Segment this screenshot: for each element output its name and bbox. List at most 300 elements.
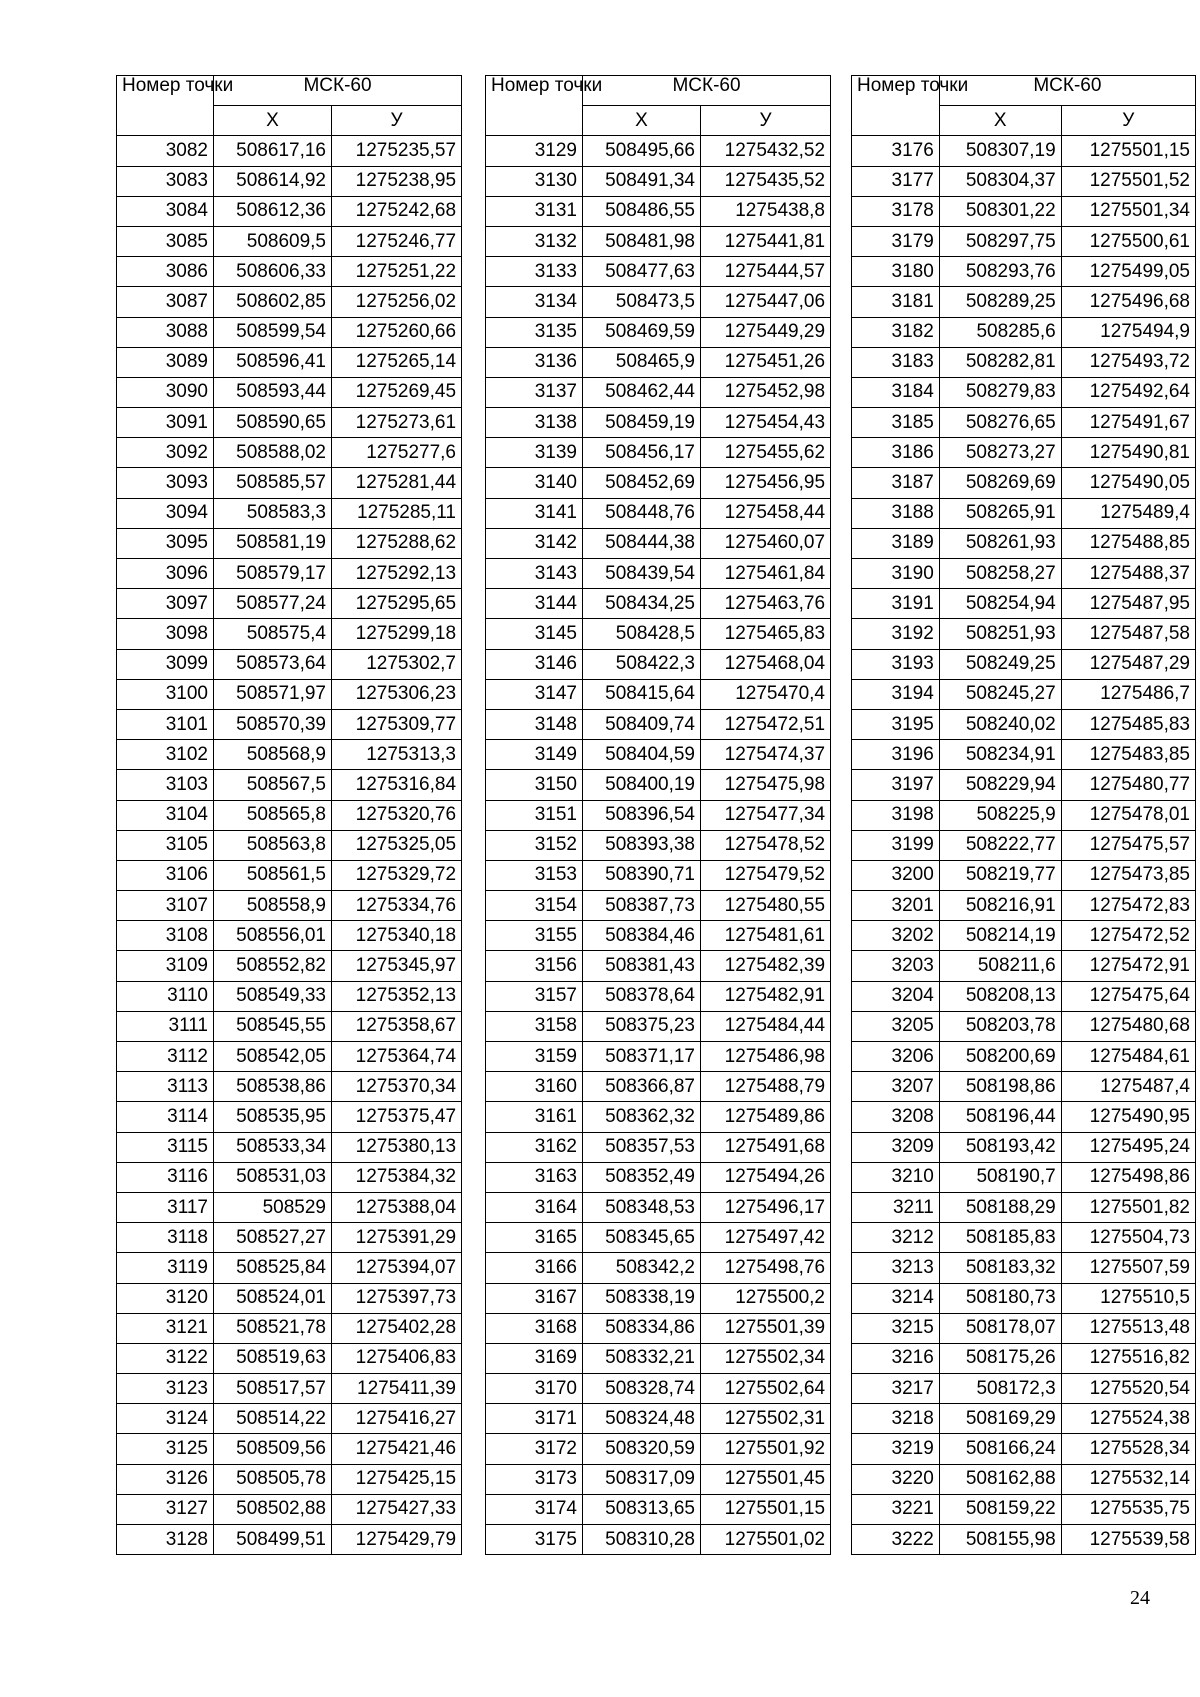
table-row xyxy=(486,1464,831,1494)
y-coordinate-cell: 1275501,15 xyxy=(701,1494,831,1524)
point-number-cell: 3210 xyxy=(852,1162,940,1192)
x-coordinate-cell: 508535,95 xyxy=(214,1102,332,1132)
point-number-cell: 3193 xyxy=(852,649,940,679)
y-coordinate-cell: 1275388,04 xyxy=(332,1192,462,1222)
y-coordinate-cell: 1275334,76 xyxy=(332,891,462,921)
table-row xyxy=(117,528,462,558)
point-number-cell: 3170 xyxy=(486,1374,583,1404)
y-coordinate-cell: 1275329,72 xyxy=(332,860,462,890)
table-row xyxy=(117,1132,462,1162)
x-coordinate-cell: 508404,59 xyxy=(583,740,701,770)
point-number-cell: 3109 xyxy=(117,951,214,981)
table-row xyxy=(486,1525,831,1555)
y-coordinate-cell: 1275487,29 xyxy=(1061,649,1195,679)
table-row xyxy=(852,709,1196,739)
point-number-cell: 3093 xyxy=(117,468,214,498)
y-coordinate-cell: 1275490,05 xyxy=(1061,468,1195,498)
point-number-cell: 3122 xyxy=(117,1343,214,1373)
table-row xyxy=(117,921,462,951)
table-row xyxy=(852,528,1196,558)
x-coordinate-cell: 508301,22 xyxy=(939,196,1061,226)
x-coordinate-cell: 508310,28 xyxy=(583,1525,701,1555)
y-coordinate-cell: 1275524,38 xyxy=(1061,1404,1195,1434)
point-number-header: Номер точки xyxy=(852,76,940,136)
point-number-cell: 3095 xyxy=(117,528,214,558)
table-row xyxy=(486,1072,831,1102)
x-coordinate-cell: 508593,44 xyxy=(214,377,332,407)
table-row xyxy=(486,891,831,921)
x-coordinate-cell: 508452,69 xyxy=(583,468,701,498)
x-coordinate-cell: 508617,16 xyxy=(214,136,332,166)
x-coordinate-cell: 508491,34 xyxy=(583,166,701,196)
y-coordinate-cell: 1275251,22 xyxy=(332,257,462,287)
x-coordinate-cell: 508345,65 xyxy=(583,1223,701,1253)
x-coordinate-cell: 508473,5 xyxy=(583,287,701,317)
y-coordinate-cell: 1275478,52 xyxy=(701,830,831,860)
point-number-cell: 3113 xyxy=(117,1072,214,1102)
point-number-cell: 3214 xyxy=(852,1283,940,1313)
x-coordinate-cell: 508599,54 xyxy=(214,317,332,347)
table-row xyxy=(852,1434,1196,1464)
table-body xyxy=(486,136,831,1555)
y-coordinate-cell: 1275513,48 xyxy=(1061,1313,1195,1343)
y-coordinate-cell: 1275463,76 xyxy=(701,589,831,619)
point-number-cell: 3171 xyxy=(486,1404,583,1434)
y-coordinate-cell: 1275475,64 xyxy=(1061,981,1195,1011)
point-number-cell: 3209 xyxy=(852,1132,940,1162)
point-number-cell: 3084 xyxy=(117,196,214,226)
x-coordinate-cell: 508169,29 xyxy=(939,1404,1061,1434)
table-row xyxy=(852,226,1196,256)
table-row xyxy=(486,1253,831,1283)
x-coordinate-cell: 508422,3 xyxy=(583,649,701,679)
table-row xyxy=(852,981,1196,1011)
x-coordinate-cell: 508439,54 xyxy=(583,559,701,589)
y-coordinate-cell: 1275490,81 xyxy=(1061,438,1195,468)
y-coordinate-cell: 1275277,6 xyxy=(332,438,462,468)
x-coordinate-cell: 508387,73 xyxy=(583,891,701,921)
x-coordinate-cell: 508293,76 xyxy=(939,257,1061,287)
point-number-cell: 3176 xyxy=(852,136,940,166)
y-coordinate-cell: 1275482,91 xyxy=(701,981,831,1011)
y-coordinate-cell: 1275489,4 xyxy=(1061,498,1195,528)
x-coordinate-cell: 508162,88 xyxy=(939,1464,1061,1494)
table-row xyxy=(852,1404,1196,1434)
y-coordinate-cell: 1275421,46 xyxy=(332,1434,462,1464)
y-coordinate-cell: 1275482,39 xyxy=(701,951,831,981)
y-coordinate-cell: 1275472,51 xyxy=(701,709,831,739)
y-coordinate-cell: 1275429,79 xyxy=(332,1525,462,1555)
y-coordinate-cell: 1275473,85 xyxy=(1061,860,1195,890)
table-row xyxy=(852,1162,1196,1192)
table-row xyxy=(486,136,831,166)
point-number-cell: 3142 xyxy=(486,528,583,558)
y-coordinate-cell: 1275427,33 xyxy=(332,1494,462,1524)
y-coordinate-cell: 1275484,61 xyxy=(1061,1042,1195,1072)
x-coordinate-cell: 508362,32 xyxy=(583,1102,701,1132)
y-coordinate-cell: 1275492,64 xyxy=(1061,377,1195,407)
x-coordinate-cell: 508219,77 xyxy=(939,860,1061,890)
table-row xyxy=(486,257,831,287)
table-row xyxy=(852,740,1196,770)
y-coordinate-cell: 1275320,76 xyxy=(332,800,462,830)
point-number-cell: 3106 xyxy=(117,860,214,890)
table-row xyxy=(117,347,462,377)
y-coordinate-cell: 1275375,47 xyxy=(332,1102,462,1132)
table-row xyxy=(117,830,462,860)
x-coordinate-cell: 508357,53 xyxy=(583,1132,701,1162)
table-row xyxy=(117,860,462,890)
table-row xyxy=(117,891,462,921)
point-number-cell: 3107 xyxy=(117,891,214,921)
x-coordinate-cell: 508211,6 xyxy=(939,951,1061,981)
x-coordinate-cell: 508285,6 xyxy=(939,317,1061,347)
x-coordinate-cell: 508409,74 xyxy=(583,709,701,739)
y-coordinate-cell: 1275260,66 xyxy=(332,317,462,347)
table-row xyxy=(852,347,1196,377)
y-column-header: У xyxy=(1061,106,1195,136)
y-coordinate-cell: 1275472,52 xyxy=(1061,921,1195,951)
y-coordinate-cell: 1275501,39 xyxy=(701,1313,831,1343)
x-coordinate-cell: 508505,78 xyxy=(214,1464,332,1494)
table-row xyxy=(486,649,831,679)
table-row xyxy=(486,619,831,649)
y-coordinate-cell: 1275364,74 xyxy=(332,1042,462,1072)
point-number-cell: 3118 xyxy=(117,1223,214,1253)
point-number-cell: 3152 xyxy=(486,830,583,860)
coordinate-system-header: МСК-60 xyxy=(583,76,831,106)
table-row xyxy=(852,1283,1196,1313)
y-coordinate-cell: 1275501,52 xyxy=(1061,166,1195,196)
point-number-cell: 3154 xyxy=(486,891,583,921)
point-number-cell: 3125 xyxy=(117,1434,214,1464)
table-row xyxy=(117,136,462,166)
x-coordinate-cell: 508338,19 xyxy=(583,1283,701,1313)
y-column-header: У xyxy=(332,106,462,136)
x-coordinate-cell: 508499,51 xyxy=(214,1525,332,1555)
point-number-cell: 3159 xyxy=(486,1042,583,1072)
table-row xyxy=(486,921,831,951)
point-number-header: Номер точки xyxy=(486,76,583,136)
table-row xyxy=(852,921,1196,951)
point-number-cell: 3164 xyxy=(486,1192,583,1222)
point-number-cell: 3124 xyxy=(117,1404,214,1434)
x-coordinate-cell: 508579,17 xyxy=(214,559,332,589)
y-coordinate-cell: 1275451,26 xyxy=(701,347,831,377)
x-coordinate-cell: 508261,93 xyxy=(939,528,1061,558)
point-number-cell: 3150 xyxy=(486,770,583,800)
x-coordinate-cell: 508571,97 xyxy=(214,679,332,709)
point-number-cell: 3087 xyxy=(117,287,214,317)
x-column-header: X xyxy=(583,106,701,136)
table-row xyxy=(852,1042,1196,1072)
x-coordinate-cell: 508273,27 xyxy=(939,438,1061,468)
x-coordinate-cell: 508596,41 xyxy=(214,347,332,377)
point-number-cell: 3186 xyxy=(852,438,940,468)
point-number-cell: 3117 xyxy=(117,1192,214,1222)
point-number-cell: 3139 xyxy=(486,438,583,468)
table-row xyxy=(117,1464,462,1494)
table-row xyxy=(852,1011,1196,1041)
y-coordinate-cell: 1275501,92 xyxy=(701,1434,831,1464)
table-row xyxy=(852,498,1196,528)
y-coordinate-cell: 1275501,02 xyxy=(701,1525,831,1555)
y-coordinate-cell: 1275480,68 xyxy=(1061,1011,1195,1041)
x-coordinate-cell: 508609,5 xyxy=(214,226,332,256)
y-coordinate-cell: 1275235,57 xyxy=(332,136,462,166)
y-coordinate-cell: 1275391,29 xyxy=(332,1223,462,1253)
point-number-cell: 3161 xyxy=(486,1102,583,1132)
point-number-cell: 3114 xyxy=(117,1102,214,1132)
table-row xyxy=(852,1525,1196,1555)
table-row xyxy=(117,226,462,256)
point-number-cell: 3110 xyxy=(117,981,214,1011)
point-number-cell: 3126 xyxy=(117,1464,214,1494)
y-coordinate-cell: 1275516,82 xyxy=(1061,1343,1195,1373)
table-row xyxy=(117,1374,462,1404)
table-row xyxy=(852,951,1196,981)
y-coordinate-cell: 1275269,45 xyxy=(332,377,462,407)
point-number-cell: 3111 xyxy=(117,1011,214,1041)
y-coordinate-cell: 1275444,57 xyxy=(701,257,831,287)
point-number-cell: 3153 xyxy=(486,860,583,890)
table-row xyxy=(486,528,831,558)
x-coordinate-cell: 508573,64 xyxy=(214,649,332,679)
point-number-cell: 3192 xyxy=(852,619,940,649)
table-row xyxy=(852,679,1196,709)
y-coordinate-cell: 1275480,77 xyxy=(1061,770,1195,800)
point-number-cell: 3156 xyxy=(486,951,583,981)
x-coordinate-cell: 508509,56 xyxy=(214,1434,332,1464)
x-coordinate-cell: 508381,43 xyxy=(583,951,701,981)
point-number-cell: 3089 xyxy=(117,347,214,377)
table-row xyxy=(486,981,831,1011)
x-coordinate-cell: 508304,37 xyxy=(939,166,1061,196)
x-coordinate-cell: 508465,9 xyxy=(583,347,701,377)
x-coordinate-cell: 508390,71 xyxy=(583,860,701,890)
table-row xyxy=(852,1132,1196,1162)
table-row xyxy=(117,709,462,739)
x-coordinate-cell: 508549,33 xyxy=(214,981,332,1011)
point-number-cell: 3120 xyxy=(117,1283,214,1313)
table-row xyxy=(852,317,1196,347)
point-number-cell: 3090 xyxy=(117,377,214,407)
point-number-cell: 3191 xyxy=(852,589,940,619)
table-row xyxy=(852,377,1196,407)
point-number-cell: 3116 xyxy=(117,1162,214,1192)
table-row xyxy=(117,1102,462,1132)
y-coordinate-cell: 1275292,13 xyxy=(332,559,462,589)
table-row xyxy=(486,559,831,589)
table-row xyxy=(486,347,831,377)
x-coordinate-cell: 508366,87 xyxy=(583,1072,701,1102)
table-row xyxy=(486,408,831,438)
point-number-cell: 3108 xyxy=(117,921,214,951)
x-coordinate-cell: 508486,55 xyxy=(583,196,701,226)
y-coordinate-cell: 1275406,83 xyxy=(332,1343,462,1373)
point-number-cell: 3143 xyxy=(486,559,583,589)
table-row xyxy=(117,196,462,226)
table-row xyxy=(486,1283,831,1313)
table-row xyxy=(117,619,462,649)
table-row xyxy=(852,800,1196,830)
point-number-header: Номер точки xyxy=(117,76,214,136)
x-coordinate-cell: 508190,7 xyxy=(939,1162,1061,1192)
point-number-cell: 3134 xyxy=(486,287,583,317)
point-number-cell: 3172 xyxy=(486,1434,583,1464)
point-number-cell: 3197 xyxy=(852,770,940,800)
y-coordinate-cell: 1275501,34 xyxy=(1061,196,1195,226)
y-coordinate-cell: 1275480,55 xyxy=(701,891,831,921)
x-coordinate-cell: 508517,57 xyxy=(214,1374,332,1404)
x-coordinate-cell: 508155,98 xyxy=(939,1525,1061,1555)
point-number-cell: 3155 xyxy=(486,921,583,951)
x-coordinate-cell: 508166,24 xyxy=(939,1434,1061,1464)
coordinates-table-3 xyxy=(851,75,1196,1555)
point-number-cell: 3163 xyxy=(486,1162,583,1192)
x-coordinate-cell: 508258,27 xyxy=(939,559,1061,589)
point-number-cell: 3175 xyxy=(486,1525,583,1555)
x-coordinate-cell: 508400,19 xyxy=(583,770,701,800)
point-number-cell: 3092 xyxy=(117,438,214,468)
y-coordinate-cell: 1275458,44 xyxy=(701,498,831,528)
x-coordinate-cell: 508456,17 xyxy=(583,438,701,468)
point-number-cell: 3198 xyxy=(852,800,940,830)
y-coordinate-cell: 1275485,83 xyxy=(1061,709,1195,739)
point-number-cell: 3138 xyxy=(486,408,583,438)
table-row xyxy=(486,1042,831,1072)
point-number-cell: 3094 xyxy=(117,498,214,528)
y-coordinate-cell: 1275394,07 xyxy=(332,1253,462,1283)
table-row xyxy=(486,317,831,347)
y-coordinate-cell: 1275504,73 xyxy=(1061,1223,1195,1253)
y-coordinate-cell: 1275494,9 xyxy=(1061,317,1195,347)
y-coordinate-cell: 1275486,7 xyxy=(1061,679,1195,709)
x-coordinate-cell: 508225,9 xyxy=(939,800,1061,830)
point-number-cell: 3206 xyxy=(852,1042,940,1072)
y-coordinate-cell: 1275340,18 xyxy=(332,921,462,951)
table-row xyxy=(852,589,1196,619)
point-number-cell: 3130 xyxy=(486,166,583,196)
point-number-cell: 3219 xyxy=(852,1434,940,1464)
x-coordinate-cell: 508514,22 xyxy=(214,1404,332,1434)
table-row xyxy=(117,1223,462,1253)
y-coordinate-cell: 1275494,26 xyxy=(701,1162,831,1192)
y-coordinate-cell: 1275461,84 xyxy=(701,559,831,589)
x-coordinate-cell: 508375,23 xyxy=(583,1011,701,1041)
point-number-cell: 3119 xyxy=(117,1253,214,1283)
x-coordinate-cell: 508533,34 xyxy=(214,1132,332,1162)
point-number-cell: 3180 xyxy=(852,257,940,287)
point-number-cell: 3086 xyxy=(117,257,214,287)
point-number-cell: 3187 xyxy=(852,468,940,498)
point-number-cell: 3148 xyxy=(486,709,583,739)
table-row xyxy=(117,498,462,528)
point-number-cell: 3132 xyxy=(486,226,583,256)
table-row xyxy=(852,287,1196,317)
table-row xyxy=(852,196,1196,226)
table-row xyxy=(852,770,1196,800)
x-coordinate-cell: 508565,8 xyxy=(214,800,332,830)
point-number-cell: 3169 xyxy=(486,1343,583,1373)
point-number-cell: 3162 xyxy=(486,1132,583,1162)
table-row xyxy=(486,1132,831,1162)
point-number-cell: 3133 xyxy=(486,257,583,287)
point-number-cell: 3201 xyxy=(852,891,940,921)
table-row xyxy=(117,800,462,830)
table-row xyxy=(852,1464,1196,1494)
y-coordinate-cell: 1275488,85 xyxy=(1061,528,1195,558)
x-coordinate-cell: 508265,91 xyxy=(939,498,1061,528)
table-row xyxy=(486,166,831,196)
y-coordinate-cell: 1275299,18 xyxy=(332,619,462,649)
y-column-header: У xyxy=(701,106,831,136)
y-coordinate-cell: 1275447,06 xyxy=(701,287,831,317)
table-row xyxy=(852,1494,1196,1524)
point-number-cell: 3194 xyxy=(852,679,940,709)
point-number-cell: 3141 xyxy=(486,498,583,528)
y-coordinate-cell: 1275302,7 xyxy=(332,649,462,679)
point-number-cell: 3165 xyxy=(486,1223,583,1253)
x-coordinate-cell: 508342,2 xyxy=(583,1253,701,1283)
table-row xyxy=(852,1192,1196,1222)
x-coordinate-cell: 508538,86 xyxy=(214,1072,332,1102)
point-number-cell: 3167 xyxy=(486,1283,583,1313)
point-number-cell: 3101 xyxy=(117,709,214,739)
x-coordinate-cell: 508279,83 xyxy=(939,377,1061,407)
x-coordinate-cell: 508477,63 xyxy=(583,257,701,287)
x-coordinate-cell: 508297,75 xyxy=(939,226,1061,256)
table-row xyxy=(852,257,1196,287)
x-coordinate-cell: 508588,02 xyxy=(214,438,332,468)
x-coordinate-cell: 508159,22 xyxy=(939,1494,1061,1524)
y-coordinate-cell: 1275416,27 xyxy=(332,1404,462,1434)
point-number-cell: 3157 xyxy=(486,981,583,1011)
point-number-cell: 3129 xyxy=(486,136,583,166)
point-number-cell: 3181 xyxy=(852,287,940,317)
point-number-cell: 3158 xyxy=(486,1011,583,1041)
y-coordinate-cell: 1275479,52 xyxy=(701,860,831,890)
table-row xyxy=(486,1011,831,1041)
point-number-cell: 3098 xyxy=(117,619,214,649)
y-coordinate-cell: 1275501,45 xyxy=(701,1464,831,1494)
coordinate-system-header: МСК-60 xyxy=(939,76,1195,106)
y-coordinate-cell: 1275316,84 xyxy=(332,770,462,800)
point-number-cell: 3166 xyxy=(486,1253,583,1283)
x-coordinate-cell: 508324,48 xyxy=(583,1404,701,1434)
x-coordinate-cell: 508320,59 xyxy=(583,1434,701,1464)
y-coordinate-cell: 1275475,57 xyxy=(1061,830,1195,860)
y-coordinate-cell: 1275256,02 xyxy=(332,287,462,317)
y-coordinate-cell: 1275497,42 xyxy=(701,1223,831,1253)
table-row xyxy=(117,1042,462,1072)
point-number-cell: 3099 xyxy=(117,649,214,679)
point-number-cell: 3173 xyxy=(486,1464,583,1494)
table-row xyxy=(117,589,462,619)
x-coordinate-cell: 508175,26 xyxy=(939,1343,1061,1373)
y-coordinate-cell: 1275352,13 xyxy=(332,981,462,1011)
y-coordinate-cell: 1275539,58 xyxy=(1061,1525,1195,1555)
x-coordinate-cell: 508188,29 xyxy=(939,1192,1061,1222)
y-coordinate-cell: 1275432,52 xyxy=(701,136,831,166)
x-coordinate-cell: 508352,49 xyxy=(583,1162,701,1192)
y-coordinate-cell: 1275370,34 xyxy=(332,1072,462,1102)
y-coordinate-cell: 1275402,28 xyxy=(332,1313,462,1343)
table-row xyxy=(117,1313,462,1343)
table-row xyxy=(852,1072,1196,1102)
table-row xyxy=(486,1374,831,1404)
x-coordinate-cell: 508178,07 xyxy=(939,1313,1061,1343)
